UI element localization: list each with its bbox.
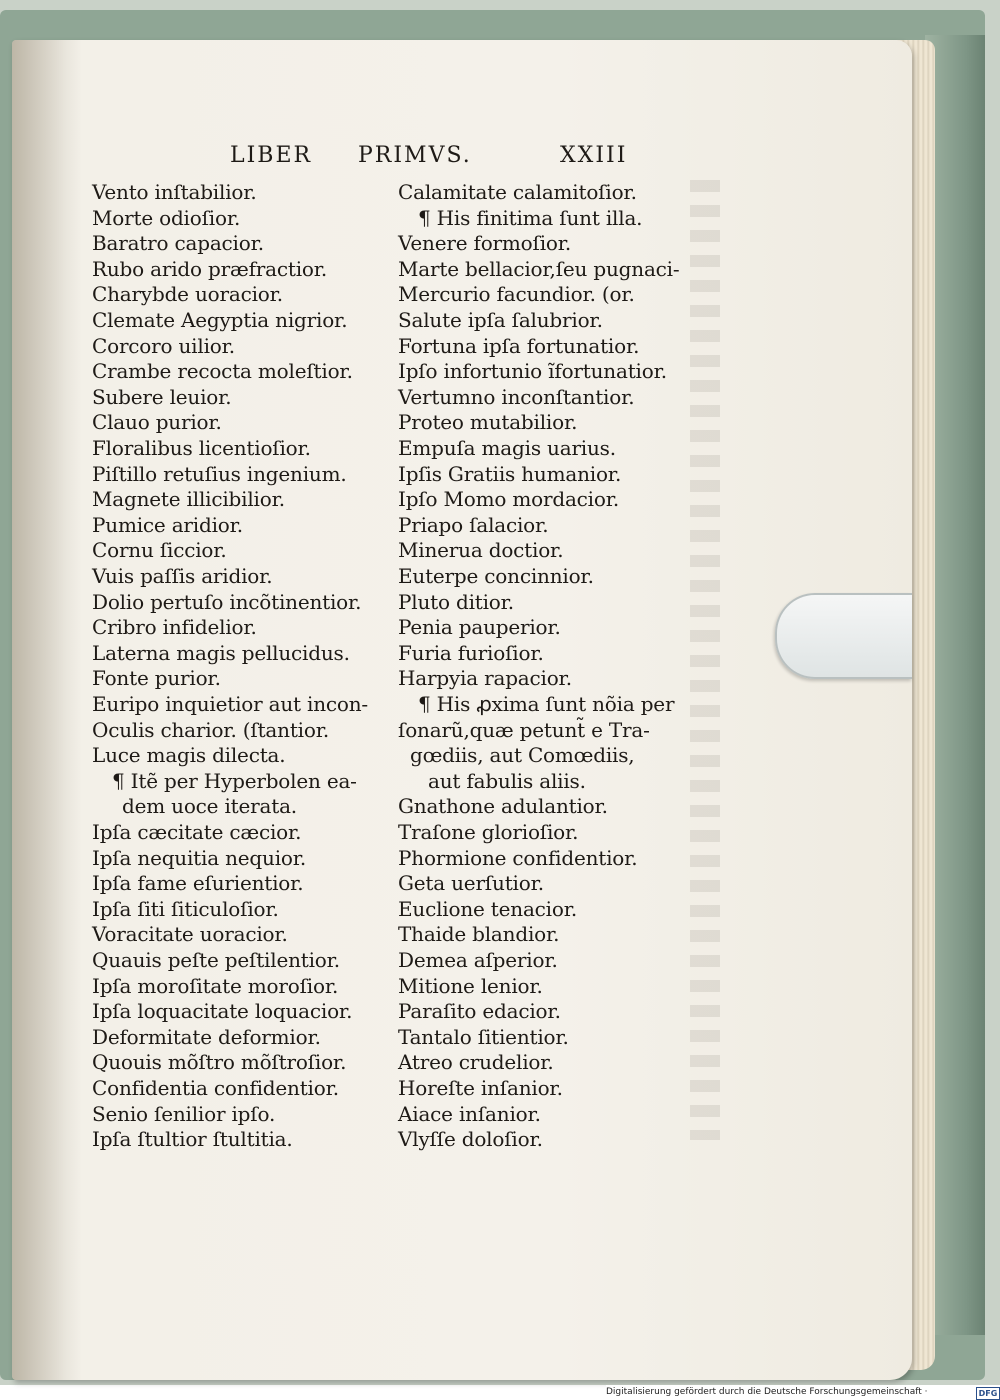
left-column-line: Ipſa moroſitate moroſior. bbox=[92, 973, 339, 998]
credit-text: Digitalisierung gefördert durch die Deutsche Forschungsgemeinschaft · bbox=[606, 1387, 928, 1397]
right-column-line: Fortuna ipſa fortunatior. bbox=[398, 333, 640, 358]
right-column-line: Demea aſperior. bbox=[398, 948, 558, 972]
left-column-line: Pumice aridior. bbox=[92, 512, 243, 537]
left-column-line: Ipſa ſtultior ſtultitia. bbox=[92, 1127, 293, 1152]
dfg-logo: DFG bbox=[976, 1387, 1000, 1400]
left-column-line: Quouis mõſtro mõſtroſior. bbox=[92, 1050, 347, 1075]
right-column-line: Aiace inſanior. bbox=[398, 1101, 541, 1126]
running-head-left: LIBER bbox=[230, 143, 313, 168]
right-column-line: Tantalo ſitientior. bbox=[398, 1024, 569, 1049]
left-column-line: Clemate Aegyptia nigrior. bbox=[92, 308, 348, 332]
right-column-line: Minerua doctior. bbox=[398, 538, 564, 563]
left-column-line: Cornu ſiccior. bbox=[92, 538, 227, 563]
right-column-line: Horeſte inſanior. bbox=[398, 1076, 563, 1100]
left-column-line: Voracitate uoracior. bbox=[92, 922, 288, 947]
right-column-line: Vlyſſe doloſior. bbox=[398, 1127, 543, 1152]
left-column-line: Vento inſtabilior. bbox=[92, 180, 257, 204]
left-column-line: Ipſa fame eſurientior. bbox=[92, 871, 304, 896]
right-column-line: Proteo mutabilior. bbox=[398, 410, 578, 435]
right-column-line: Gnathone adulantior. bbox=[398, 794, 608, 819]
right-column-line: Geta uerſutior. bbox=[398, 871, 544, 896]
left-column-line: Dolio pertuſo incõtinentior. bbox=[92, 589, 362, 614]
left-column-line: Rubo arido præfractior. bbox=[92, 256, 328, 281]
left-column-line: Floralibus licentioſior. bbox=[92, 436, 311, 460]
right-column-line: Pluto ditior. bbox=[398, 589, 514, 614]
left-column-line: Euripo inquietior aut incon- bbox=[92, 692, 368, 716]
left-column-line: Cribro infidelior. bbox=[92, 615, 257, 640]
right-column-line: Harpyia rapacior. bbox=[398, 666, 572, 691]
left-column-line: Oculis charior. (ſtantior. bbox=[92, 717, 330, 742]
folio-number: XXIII bbox=[560, 143, 628, 168]
left-column-line: Quauis peſte peſtilentior. bbox=[92, 948, 340, 972]
digitization-credit bbox=[606, 1385, 1000, 1400]
left-column-line: Piſtillo retuſius ingenium. bbox=[92, 461, 347, 486]
running-head-center: PRIMVS. bbox=[358, 143, 472, 168]
left-column-line: Ipſa ſiti ſiticuloſior. bbox=[92, 896, 279, 921]
left-column bbox=[92, 180, 392, 1155]
left-column-line: Fonte purior. bbox=[92, 666, 221, 691]
right-column-line: Ipſis Gratiis humanior. bbox=[398, 461, 622, 486]
right-column-line: Euclione tenacior. bbox=[398, 896, 578, 921]
page-clip bbox=[775, 593, 912, 679]
right-column-line: aut fabulis aliis. bbox=[428, 768, 586, 793]
left-column-line: Subere leuior. bbox=[92, 384, 232, 409]
right-column-line: Venere formoſior. bbox=[398, 231, 572, 256]
left-column-line: Charybde uoracior. bbox=[92, 282, 283, 307]
left-column-line: Clauo purior. bbox=[92, 410, 222, 435]
right-column-line: Empuſa magis uarius. bbox=[398, 436, 616, 460]
right-column-line: Vertumno inconſtantior. bbox=[398, 384, 635, 409]
right-column-line: Salute ipſa ſalubrior. bbox=[398, 308, 603, 332]
left-column-line: Baratro capacior. bbox=[92, 231, 264, 256]
right-column-line: Euterpe concinnior. bbox=[398, 564, 594, 588]
left-column-line: dem uoce iterata. bbox=[122, 794, 297, 819]
right-column-line: ¶ His finitima ſunt illa. bbox=[418, 205, 643, 230]
left-column-line: Corcoro uilior. bbox=[92, 333, 235, 358]
right-column-line: Mercurio facundior. (or. bbox=[398, 282, 635, 307]
right-column bbox=[398, 180, 708, 1155]
left-column-line: Deformitate deformior. bbox=[92, 1024, 321, 1049]
left-column-line: Crambe recocta moleſtior. bbox=[92, 359, 353, 384]
right-column-line: Ipſo infortunio ĩfortunatior. bbox=[398, 359, 667, 384]
right-column-line: Calamitate calamitoſior. bbox=[398, 180, 637, 204]
running-head bbox=[230, 143, 660, 173]
left-column-line: Vuis paſſis aridior. bbox=[92, 564, 273, 588]
right-column-line: ¶ His ꝓxima ſunt nõia per bbox=[418, 692, 675, 716]
right-column-line: Atreo crudelior. bbox=[398, 1050, 554, 1075]
right-column-line: Priapo ſalacior. bbox=[398, 512, 549, 537]
left-column-line: Ipſa cæcitate cæcior. bbox=[92, 820, 302, 844]
left-column-line: Luce magis dilecta. bbox=[92, 743, 286, 768]
right-column-line: Traſone glorioſior. bbox=[398, 820, 579, 844]
right-column-line: Ipſo Momo mordacior. bbox=[398, 487, 620, 512]
right-column-line: Penia pauperior. bbox=[398, 615, 561, 640]
right-column-line: Mitione lenior. bbox=[398, 973, 543, 998]
right-column-line: ſonarũ,quæ petunt̃ e Tra- bbox=[398, 717, 650, 742]
right-column-line: Marte bellacior,ſeu pugnaci- bbox=[398, 256, 680, 281]
right-column-line: Furia furioſior. bbox=[398, 640, 544, 665]
left-column-line: ¶ Itẽ per Hyperbolen ea- bbox=[112, 768, 357, 793]
left-column-line: Ipſa nequitia nequior. bbox=[92, 845, 307, 870]
left-column-line: Ipſa loquacitate loquacior. bbox=[92, 999, 353, 1024]
left-column-line: Senio ſenilior ipſo. bbox=[92, 1101, 276, 1126]
right-column-line: gœdiis, aut Comœdiis, bbox=[410, 743, 635, 768]
right-column-line: Thaide blandior. bbox=[398, 922, 560, 947]
right-column-line: Phormione confidentior. bbox=[398, 845, 638, 870]
left-column-line: Morte odioſior. bbox=[92, 205, 241, 230]
left-column-line: Magnete illicibilior. bbox=[92, 487, 285, 512]
left-column-line: Laterna magis pellucidus. bbox=[92, 640, 350, 665]
left-column-line: Confidentia confidentior. bbox=[92, 1076, 339, 1100]
spine-shadow bbox=[12, 40, 82, 1380]
right-column-line: Paraſito edacior. bbox=[398, 999, 561, 1024]
